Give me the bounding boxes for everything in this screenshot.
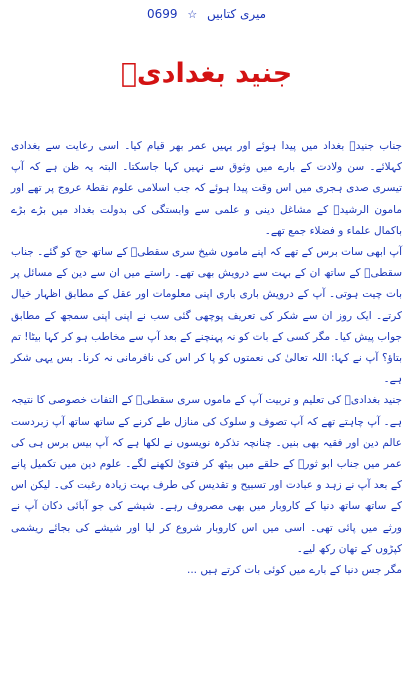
paragraph: آپ ابھی سات برس کے تھے کہ اپنے ماموں شیخ سری سقطیؒ کے ساتھ حج کو گئے۔ جناب سقطیؒ کے ساتھ ان کے بہت سے درویش بھی تھے۔ راستے میں ان سے دین کے مسائل پر بات چیت ہوتی۔ آپ کے درویش باری باری اپنی معلومات اور عقل کے مطابق اظہار خیال کرتے۔ ایک روز ان سے شکر کی تعریف پوچھی گئی سب نے اپنی اپنی سمجھ کے مطابق جواب پیش کیا۔ مگر کسی کے بات کو نہ پہنچنے کے بعد آپ سے مخاطب ہو کر کہا بیٹا! تم بتاؤ؟ آپ نے کہا: اللہ تعالیٰ کی نعمتوں کو پا کر اس کی نافرمانی نہ کرنا۔ بس یہی شکر ہے۔ — [11, 246, 402, 386]
article-body — [11, 136, 402, 581]
paragraph: جناب جنیدؒ بغداد میں پیدا ہوئے اور یہیں عمر بھر قیام کیا۔ اسی رعایت سے بغدادی کہلائے۔ سن ولادت کے بارے میں وثوق سے نہیں کہا جاسکتا۔ البتہ یہ ظن ہے کہ آپ تیسری صدی ہجری میں اس وقت پیدا ہوئے کہ جب اسلامی علوم نقطۂ عروج پر تھے اور مامون الرشیدؒ کے مشاغل دینی و علمی سے وابستگی کی بدولت بغداد میں بڑے بڑے باکمال علماء و فضلاء جمع تھے۔ — [11, 140, 402, 237]
page-number: 0699 — [146, 7, 178, 21]
paragraph: مگر جس دنیا کے بارے میں کوئی بات کرتے ہیں ... — [186, 564, 402, 577]
page-header — [0, 6, 413, 23]
book-name: میری کتابیں — [207, 7, 267, 21]
star-icon: ☆ — [187, 8, 198, 21]
article-title: جنید بغدادیؒ — [120, 58, 293, 89]
paragraph: جنید بغدادیؒ کی تعلیم و تربیت آپ کے ماموں سری سقطیؒ کے التفات خصوصی کا نتیجہ ہے۔ آپ چاہتے تھے کہ آپ تصوف و سلوک کی منازل طے کرنے کے ساتھ ساتھ آپ زبردست عالم دین اور فقیہ بھی بنیں۔ چنانچہ تذکرہ نویسوں نے لکھا ہے کہ آپ بیس برس ہی کی عمر میں جناب ابو ثورؒ کے حلقے میں بیٹھ کر فتویٰ لکھنے لگے۔ علوم دین میں تکمیل پانے کے بعد آپ نے زہد و عبادت اور تسبیح و تقدیس کی طرف بہت زیادہ رغبت کی۔ لیکن اس کے ساتھ ساتھ دنیا کے کاروبار میں بھی مصروف رہے۔ شیشے کی جو آبائی دکان آپ نے ورثے میں پائی تھی۔ اسی میں اس کاروبار شروع کر لیا اور شیشے کی بجائے ریشمی کپڑوں کے تھان رکھ لیے۔ — [11, 394, 402, 555]
